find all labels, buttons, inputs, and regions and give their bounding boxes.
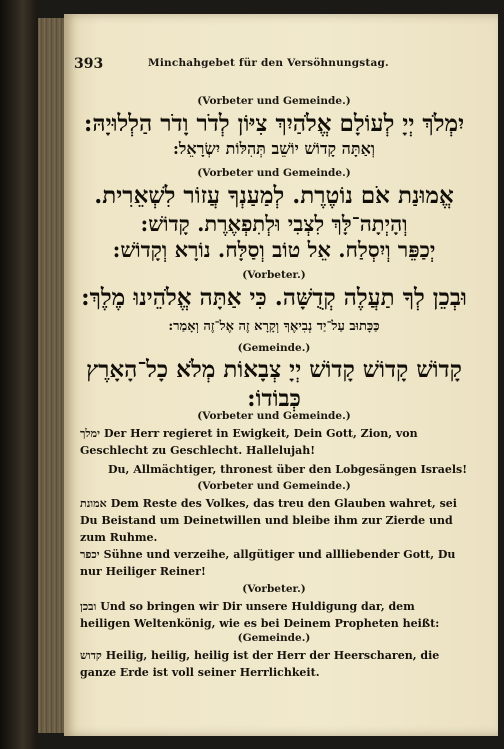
speaker-label: (Vorbeter und Gemeinde.) <box>197 167 351 179</box>
hebrew-keyword: יכפר <box>80 548 100 561</box>
speaker-label: (Vorbeter.) <box>242 269 306 281</box>
german-text: Heilig, heilig, heilig ist der Herr der Heerscharen, die ganze Erde ist voll seiner Herrlichkeit. <box>80 649 440 679</box>
german-paragraph <box>80 598 468 632</box>
german-paragraph: Du, Allmächtiger, thronest über den Lobgesängen Israels! <box>108 463 468 476</box>
german-text: Sühne und verzeihe, allgütiger und allliebender Gott, Du nur Heiliger Reiner! <box>80 548 456 578</box>
hebrew-line: וּבְכֵן לְךָ תַעֲלֶה קְדֻשָּׁה. כִּי אַתָּה אֱלֹהֵינוּ מֶלֶךְ: <box>81 284 467 311</box>
page-number: 393 <box>74 56 104 72</box>
german-text: Der Herr regieret in Ewigkeit, Dein Gott, Zion, von Geschlecht zu Geschlecht. Hallelujah! <box>80 427 418 457</box>
speaker-label: (Vorbeter und Gemeinde.) <box>197 95 351 107</box>
running-header: Minchahgebet für den Versöhnungstag. <box>148 57 389 69</box>
hebrew-line: יְכַפֵּר וְיִסְלַח. אֵל טוֹב וְסַלָּח. נוֹרָא וְקָדוֹשׁ: <box>112 237 436 262</box>
hebrew-line: וְהָיְתָה־לָּךְ לִצְבִי וּלְתִפְאֶרֶת. קָדוֹשׁ: <box>140 211 408 236</box>
hebrew-keyword: אמונת <box>80 497 107 510</box>
german-text: Und so bringen wir Dir unsere Huldigung dar, dem heiligen Weltenkönig, wie es bei Deinem Propheten heißt: <box>80 600 440 630</box>
hebrew-line: קָדוֹשׁ קָדוֹשׁ קָדוֹשׁ יְיָ צְבָאוֹת מְלֹא כָל־הָאָרֶץ <box>86 356 462 383</box>
hebrew-line: כְּבוֹדוֹ: <box>247 385 301 412</box>
hebrew-line: כַּכָּתוּב עַל־יַד נְבִיאֶךָ וְקָרָא זֶה אֶל־זֶה וְאָמַר: <box>168 319 380 334</box>
hebrew-line: אֱמוּנַת אֹם נוֹטֶרֶת. לְמַעַנְךָ עֲזוֹר לִשְׁאֵרִית. <box>94 182 454 209</box>
german-paragraph <box>80 495 468 546</box>
speaker-label: (Vorbeter und Gemeinde.) <box>197 410 351 422</box>
page-edges <box>38 18 66 733</box>
speaker-label: (Gemeinde.) <box>237 632 311 644</box>
hebrew-keyword: ובכן <box>80 600 97 613</box>
german-paragraph <box>80 647 468 681</box>
german-paragraph <box>80 425 468 459</box>
book-spine <box>0 0 38 749</box>
speaker-label: (Gemeinde.) <box>237 342 311 354</box>
speaker-label: (Vorbeter und Gemeinde.) <box>197 480 351 492</box>
hebrew-line: וְאַתָּה קָדוֹשׁ יוֹשֵׁב תְּהִלּוֹת יִשְׂרָאֵל: <box>173 139 375 158</box>
hebrew-keyword: ימלך <box>80 427 100 440</box>
german-paragraph <box>80 546 468 580</box>
hebrew-line: יִמְלֹךְ יְיָ לְעוֹלָם אֱלֹהַיִךְ צִיּוֹן לְדֹר וָדֹר הַלְלוּיָהּ: <box>83 110 465 137</box>
speaker-label: (Vorbeter.) <box>242 583 306 595</box>
german-text: Dem Reste des Volkes, das treu den Glauben wahret, sei Du Beistand um Deinetwillen und bleibe ihm zur Zierde und zum Ruhme. <box>80 497 457 544</box>
hebrew-keyword: קדוש <box>80 649 102 662</box>
